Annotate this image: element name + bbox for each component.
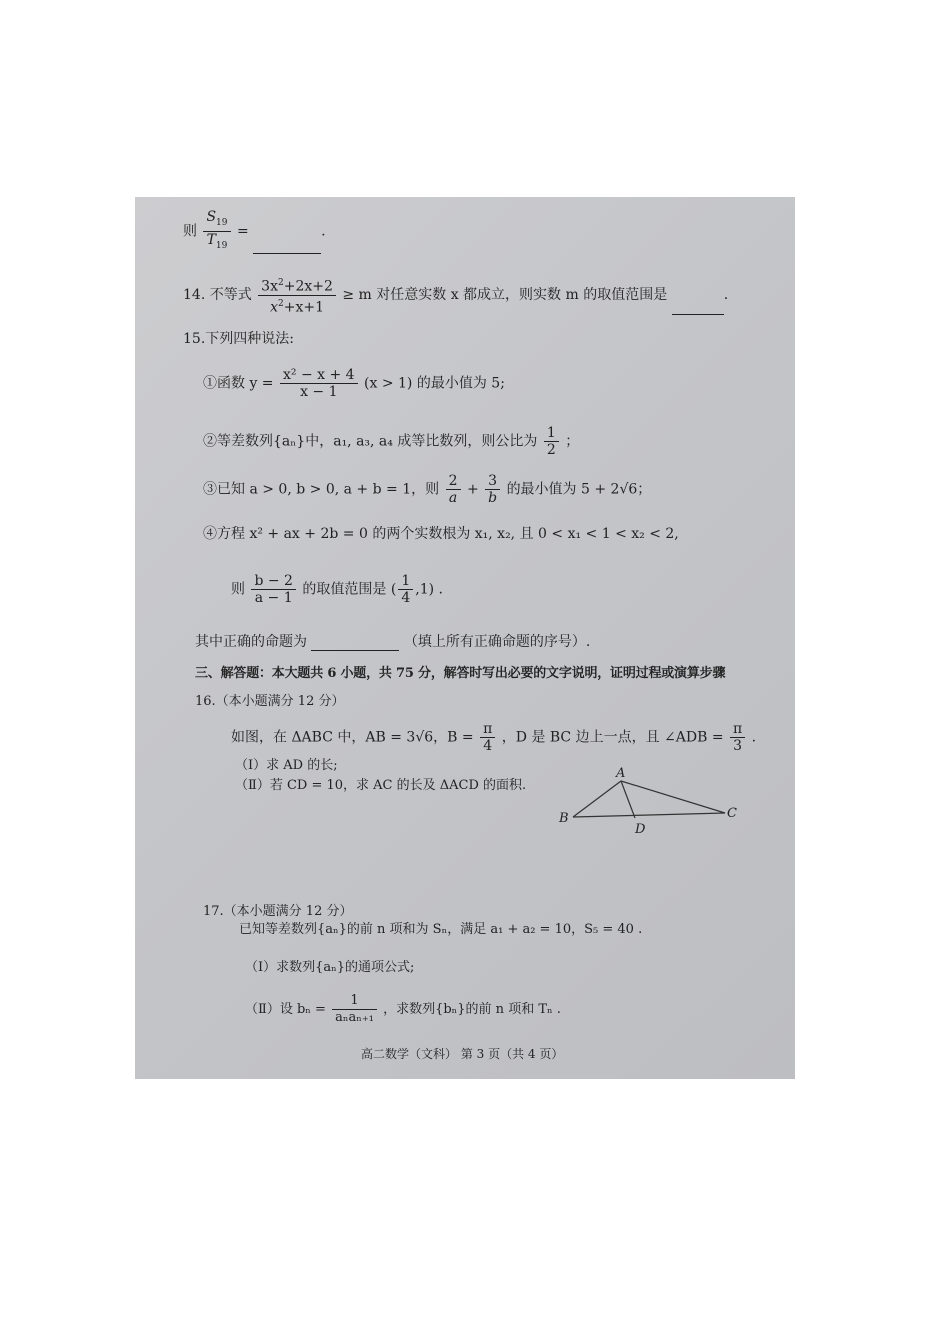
q13-fraction: $\frac{S_{19}}{T_{19}}$ — [203, 209, 230, 254]
q14: 14. 不等式 $\frac{3x^2+2x+2}{x^2+x+1}$ ≥ m 对任意实数 x 都成立，则实数 m 的取值范围是 . — [183, 275, 728, 315]
q14-answer-blank — [672, 300, 724, 315]
page-footer: 高二数学（文科） 第 3 页（共 4 页） — [361, 1047, 564, 1061]
segment-ab — [573, 781, 621, 817]
q15-statement-4b: 则 $\frac{b - 2}{a - 1}$ 的取值范围是 ( $\frac{1}{4}$ ,1) . — [231, 573, 443, 606]
q13-answer-blank — [253, 239, 321, 254]
q15-statement-2: ②等差数列{aₙ}中，a₁, a₃, a₄ 成等比数列，则公比为 $\frac{1}{2}$ ； — [203, 425, 580, 458]
q14-number: 14. — [183, 287, 206, 304]
q15-statement-4: ④方程 x² + ax + 2b = 0 的两个实数根为 x₁, x₂, 且 0 < x₁ < 1 < x₂ < 2, — [203, 526, 679, 542]
segment-ac — [621, 781, 725, 813]
q16-title: 16.（本小题满分 12 分） — [195, 694, 345, 709]
q15-answer-blank — [311, 636, 399, 651]
vertex-c-label: C — [727, 806, 737, 821]
q15-statement-3: ③已知 a > 0, b > 0, a + b = 1，则 $\frac{2}{a}$ + $\frac{3}{b}$ 的最小值为 5 + 2√6； — [203, 473, 652, 506]
q16-statement: 如图，在 ΔABC 中，AB = 3√6，B = $\frac{\pi}{4}$ ，D 是 BC 边上一点，且 ∠ADB = $\frac{\pi}{3}$ . — [231, 721, 757, 754]
exam-page-photo — [135, 197, 795, 1079]
vertex-b-label: B — [559, 811, 569, 826]
q15-title: 15.下列四种说法: — [183, 331, 294, 347]
q16-part-2: （Ⅱ）若 CD = 10，求 AC 的长及 ΔACD 的面积. — [235, 778, 527, 793]
q15-answer-line: 其中正确的命题为 （填上所有正确命题的序号）. — [195, 634, 591, 650]
triangle-figure — [555, 765, 745, 841]
vertex-a-label: A — [616, 766, 626, 781]
vertex-d-label: D — [635, 822, 646, 837]
segment-bc — [573, 813, 725, 817]
q13-tail: 则 $\frac{S_{19}}{T_{19}}$ = . — [183, 209, 326, 254]
section-3-heading: 三、解答题：本大题共 6 小题，共 75 分，解答时写出必要的文字说明，证明过程或演算步骤 — [195, 666, 726, 681]
q17-statement: 已知等差数列{aₙ}的前 n 项和为 Sₙ，满足 a₁ + a₂ = 10，S₅ = 40 . — [239, 922, 643, 937]
q14-fraction: $\frac{3x^2+2x+2}{x^2+x+1}$ — [258, 275, 336, 315]
segment-ad — [621, 781, 635, 818]
q13-prefix: 则 — [183, 223, 197, 240]
q16-part-1: （Ⅰ）求 AD 的长; — [235, 758, 338, 773]
q17-part-1: （Ⅰ）求数列{aₙ}的通项公式; — [245, 960, 415, 975]
q17-title: 17.（本小题满分 12 分） — [203, 904, 353, 919]
q17-part-2: （Ⅱ）设 bₙ = $\frac{1}{\text{aₙaₙ₊₁}}$ ，求数列{bₙ}的前 n 项和 Tₙ . — [245, 993, 561, 1025]
q15-statement-1: ①函数 y = $\frac{\text{x² − x + 4}}{x - 1}$ (x > 1) 的最小值为 5; — [203, 367, 505, 400]
